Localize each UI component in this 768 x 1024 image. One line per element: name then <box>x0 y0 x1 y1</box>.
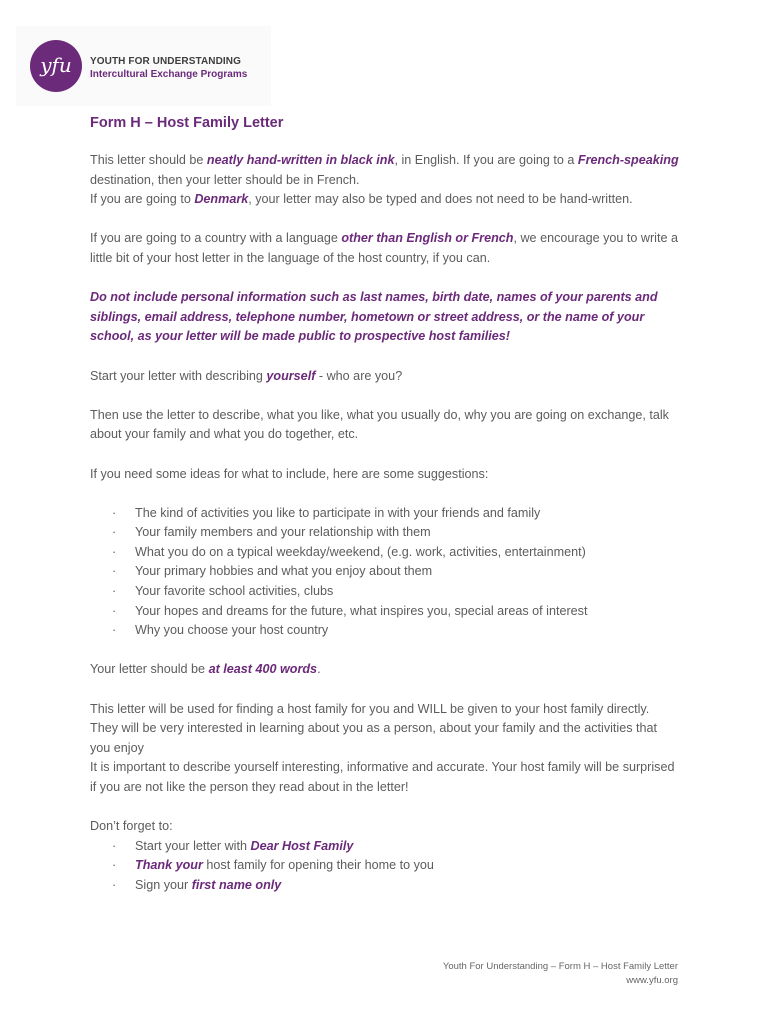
text: If you are going to <box>90 192 195 207</box>
privacy-warning: Do not include personal information such as last names, birth date, names of your parents and siblings, email address, telephone number, hometown or street address, or the name of your school, as your letter will be made public to prospective host families! <box>90 290 658 344</box>
list-item: · Why you choose your host country <box>112 623 329 638</box>
emphasis: at least 400 words <box>208 662 318 677</box>
length-paragraph <box>90 660 680 680</box>
denmark-paragraph <box>90 190 680 210</box>
page-footer <box>443 960 678 987</box>
text: , in English. If you are going to a <box>394 153 578 167</box>
list-item: · Thank your host family for opening their home to you <box>112 858 434 873</box>
usage-paragraph: This letter will be used for finding a host family for you and WILL be given to your host family directly. They will be very interested in learning about you as a person, about your family and the activities that you enjoy <box>90 701 658 755</box>
page-title: Form H – Host Family Letter <box>90 115 284 131</box>
accuracy-paragraph: It is important to describe yourself interesting, informative and accurate. Your host family will be surprised if you are not like the person they read about in the letter! <box>90 760 675 794</box>
emphasis: neatly hand-written in black ink <box>206 153 395 167</box>
brand <box>90 55 247 81</box>
language-paragraph <box>90 229 680 268</box>
letter-instructions <box>90 151 680 896</box>
list-item: · What you do on a typical weekday/weekend, (e.g. work, activities, entertainment) <box>112 544 586 559</box>
ideas-intro: If you need some ideas for what to include, here are some suggestions: <box>90 466 489 481</box>
intro-paragraph <box>90 151 680 190</box>
dont-forget-heading: Don’t forget to: <box>90 819 173 834</box>
footer-url: www.yfu.org <box>626 974 678 986</box>
emphasis: yourself <box>266 368 316 383</box>
text: destination, then your letter should be in French. <box>90 172 360 187</box>
reminders-list <box>90 837 680 896</box>
emphasis: French-speaking <box>577 153 679 167</box>
text: This letter should be <box>90 153 207 167</box>
list-item: · Sign your first name only <box>112 877 282 892</box>
yfu-logo <box>30 40 82 92</box>
text: Your letter should be <box>90 662 209 677</box>
brand-tagline: Intercultural Exchange Programs <box>90 69 248 80</box>
list-item: · Your primary hobbies and what you enjoy about them <box>112 564 433 579</box>
suggestions-list <box>90 504 680 641</box>
text: , we encourage you to write a little bit of your host letter in the language of the host country, if you can. <box>90 231 678 265</box>
list-item: · Your hopes and dreams for the future, what inspires you, special areas of interest <box>112 603 588 618</box>
text: . <box>317 662 321 677</box>
text: - who are you? <box>315 368 403 383</box>
describe-paragraph: Then use the letter to describe, what you like, what you usually do, why you are going on exchange, talk about your family and what you do together, etc. <box>90 407 669 442</box>
list-item: · Start your letter with Dear Host Family <box>112 838 354 853</box>
footer-title: Youth For Understanding – Form H – Host Family Letter <box>442 961 678 972</box>
logo-text: yfu <box>40 53 72 77</box>
emphasis: Denmark <box>194 192 249 207</box>
list-item: · The kind of activities you like to participate in with your friends and family <box>112 505 541 520</box>
text: , your letter may also be typed and does not need to be hand-written. <box>248 192 633 207</box>
emphasis: other than English or French <box>341 231 514 246</box>
list-item: · Your favorite school activities, clubs <box>112 584 334 599</box>
brand-name: YOUTH FOR UNDERSTANDING <box>90 56 242 67</box>
text: Start your letter with describing <box>90 368 267 383</box>
text: If you are going to a country with a language <box>90 231 342 246</box>
start-paragraph <box>90 367 680 387</box>
list-item: · Your family members and your relationship with them <box>112 525 431 540</box>
